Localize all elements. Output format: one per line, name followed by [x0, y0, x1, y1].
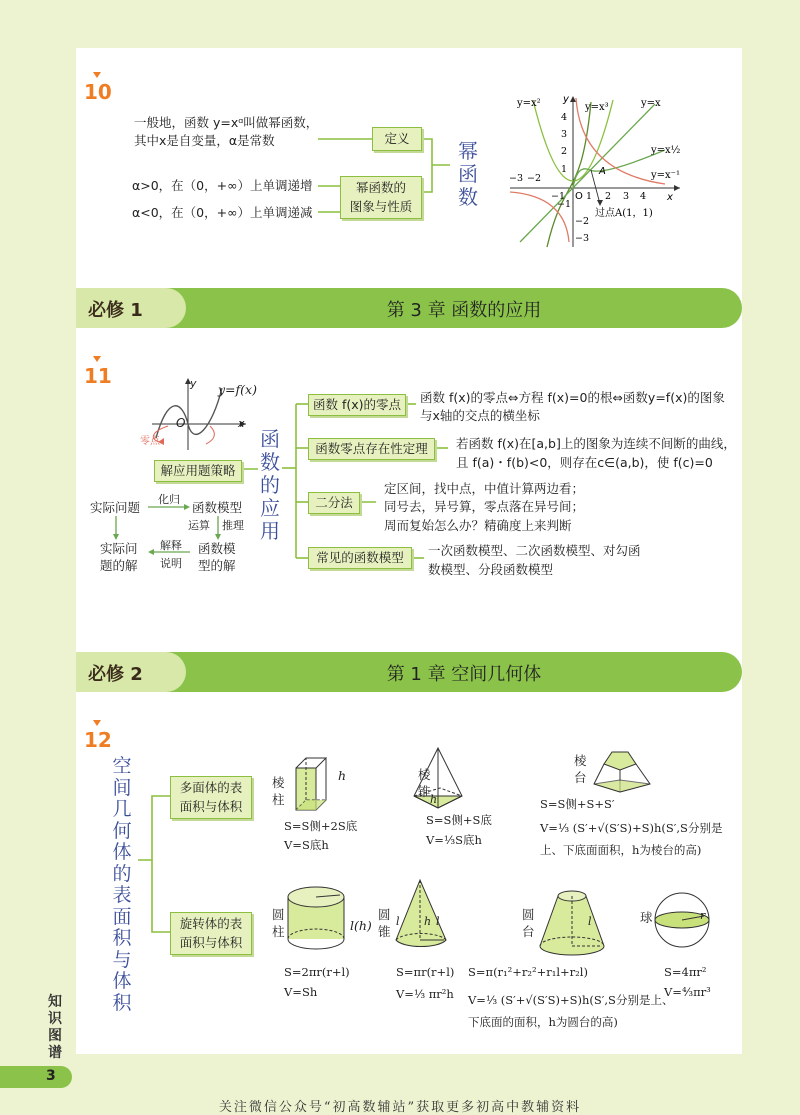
- branch-text: 一次函数模型、二次函数模型、对勾函: [428, 543, 641, 558]
- frustum-formula: V=⅓ (S′+√(S′S)+S)h(S′,S分别是: [540, 821, 723, 835]
- label-y-x: y=x: [641, 98, 661, 109]
- x-tick: −2: [527, 173, 542, 184]
- band-course-label: 必修 1: [88, 300, 143, 321]
- circular-frustum-formula: V=⅓ (S′+√(S′S)+S)h(S′,S分别是上、: [468, 993, 674, 1007]
- cone-l: l: [436, 915, 440, 928]
- branch-existence-theorem: 函数零点存在性定理: [308, 438, 435, 460]
- arrow-label: 推理: [222, 519, 244, 532]
- prism-formula: V=S底h: [284, 838, 329, 852]
- point-a-label: A: [599, 166, 606, 177]
- cylinder-label: 圆柱: [272, 907, 285, 939]
- arrow-label: 化归: [158, 493, 180, 506]
- strategy-box: 解应用题策略: [154, 460, 242, 482]
- x-tick: 3: [623, 191, 630, 202]
- y-tick: 1: [561, 164, 568, 175]
- pyramid-formula: V=⅓S底h: [426, 833, 482, 847]
- section-number: 12: [84, 728, 112, 752]
- curve-label: y=f(x): [218, 382, 257, 397]
- prism-label: 棱柱: [272, 775, 285, 807]
- property-box: 幂函数的 图象与性质: [340, 176, 422, 219]
- branch-text: 周而复始怎么办？精确度上来判断: [384, 518, 572, 533]
- mini-axis-y: y: [190, 377, 197, 390]
- mini-axis-x: x: [238, 417, 245, 430]
- cone-h: h: [424, 915, 432, 928]
- section-number: 11: [84, 364, 112, 388]
- y-tick: 4: [561, 112, 568, 123]
- cylinder-figure: [288, 887, 344, 949]
- band-left-tab: [76, 652, 186, 692]
- definition-text: 其中x是自变量，α是常数: [134, 133, 275, 148]
- chapter-title: 第 1 章 空间几何体: [386, 664, 542, 685]
- prism-h: h: [338, 768, 347, 783]
- circular-frustum-label: 圆台: [522, 907, 535, 939]
- frustum-l: l: [588, 915, 592, 928]
- prism-formula: S=S侧+2S底: [284, 819, 358, 833]
- pyramid-label: 棱锥: [418, 767, 431, 799]
- cone-l: l: [396, 915, 400, 928]
- label-y-x3: y=x³: [585, 102, 609, 113]
- branch-text: 与x轴的交点的横坐标: [420, 408, 540, 423]
- chapter-band: [76, 652, 742, 692]
- mini-origin: O: [176, 416, 186, 430]
- property-text: α<0，在（0，+∞）上单调递减: [132, 205, 313, 220]
- branch-text: 函数 f(x)的零点⇔方程 f(x)=0的根⇔函数y=f(x)的图象: [420, 390, 725, 405]
- branch-text: 同号去，异号算，零点落在异号间；: [384, 499, 585, 514]
- x-tick: −3: [509, 173, 524, 184]
- cylinder-formula: S=2πr(r+l): [284, 965, 350, 979]
- pyramid-h: h: [430, 793, 438, 806]
- pass-point-label: 过点A(1，1): [595, 208, 653, 219]
- axis-x-label: x: [667, 192, 673, 203]
- label-y-x2: y=x²: [517, 98, 541, 109]
- x-tick: 2: [605, 191, 612, 202]
- band-course-label: 必修 2: [88, 664, 143, 685]
- section-marker: [93, 720, 101, 726]
- arrow-label: 运算: [188, 519, 210, 532]
- sphere-r: r: [700, 909, 706, 922]
- chapter-title: 第 3 章 函数的应用: [386, 300, 542, 321]
- circular-frustum-formula: S=π(r₁²+r₂²+r₁l+r₂l): [468, 965, 588, 979]
- chapter-band: [76, 288, 742, 328]
- band-left-tab: [76, 288, 186, 328]
- x-tick: −1: [551, 191, 566, 202]
- y-tick: −2: [575, 216, 590, 227]
- circular-frustum-figure: [540, 891, 604, 955]
- zero-point-label: 零点: [140, 436, 160, 447]
- definition-text: 一般地，函数 y=xᵅ叫做幂函数，: [134, 115, 319, 130]
- branch-text: 且 f(a)・f(b)<0，则存在c∈(a,b)，使 f(c)=0: [456, 455, 713, 470]
- frustum-figure: [594, 752, 650, 792]
- frustum-formula: 上、下底面面积，h为棱台的高): [540, 843, 702, 857]
- circular-frustum-formula: 下底面的面积，h为圆台的高): [468, 1015, 618, 1029]
- branch-bisection: 二分法: [308, 492, 360, 514]
- cone-label: 圆锥: [378, 907, 391, 939]
- sphere-formula: V=⁴⁄₃πr³: [664, 985, 711, 999]
- page-number: 3: [46, 1068, 56, 1084]
- sphere-formula: S=4πr²: [664, 965, 707, 979]
- label-y-inv: y=x⁻¹: [651, 170, 680, 181]
- definition-box: 定义: [372, 127, 422, 151]
- real-problem: 实际问题: [90, 500, 141, 515]
- branch-text: 若函数 f(x)在[a,b]上的图象为连续不间断的曲线，: [456, 436, 736, 451]
- section-title: 幂函数: [458, 139, 478, 209]
- axis-y-label: y: [563, 94, 569, 105]
- power-function-graph: [505, 92, 685, 252]
- cone-formula: V=⅓ πr²h: [396, 987, 454, 1001]
- y-tick: −3: [575, 233, 590, 244]
- branch-text: 定区间，找中点，中值计算两边看；: [384, 481, 585, 496]
- y-tick: 3: [561, 129, 568, 140]
- frustum-label: 棱台: [574, 753, 587, 785]
- function-model: 函数模型: [192, 500, 243, 515]
- pyramid-formula: S=S侧+S底: [426, 813, 492, 827]
- arrow-label: 解释: [160, 539, 182, 552]
- section-title: 空间几何体的表面积与体积: [112, 755, 132, 1014]
- section-title: 函数的应用: [260, 427, 280, 543]
- polyhedron-box: 多面体的表 面积与体积: [170, 776, 252, 819]
- origin-label: O: [575, 191, 583, 202]
- branch-zero-point: 函数 f(x)的零点: [308, 394, 406, 416]
- section-number: 10: [84, 80, 112, 104]
- model-solution: 函数模 型的解: [198, 541, 236, 573]
- x-tick: 1: [586, 191, 593, 202]
- y-tick: −1: [557, 199, 572, 210]
- label-y-sqrt: y=x½: [651, 145, 681, 156]
- frustum-formula: S=S侧+S+S′: [540, 797, 615, 811]
- side-label: 知识图谱: [48, 994, 62, 1061]
- x-tick: 4: [640, 191, 647, 202]
- cone-formula: S=πr(r+l): [396, 965, 455, 979]
- branch-common-models: 常见的函数模型: [308, 547, 412, 569]
- page-number-tab: [0, 1066, 72, 1088]
- footer-note: 关注微信公众号“初高数辅站”获取更多初高中教辅资料: [218, 1100, 582, 1115]
- real-solution: 实际问 题的解: [100, 541, 138, 573]
- sphere-label: 球: [640, 910, 653, 925]
- cylinder-lh: l(h): [350, 918, 372, 933]
- rotation-solid-box: 旋转体的表 面积与体积: [170, 912, 252, 955]
- cylinder-formula: V=Sh: [284, 985, 318, 999]
- y-tick: 2: [561, 146, 568, 157]
- property-text: α>0，在（0，+∞）上单调递增: [132, 178, 313, 193]
- branch-text: 数模型、分段函数模型: [428, 562, 554, 577]
- prism-figure: [296, 758, 326, 810]
- arrow-label: 说明: [160, 557, 182, 570]
